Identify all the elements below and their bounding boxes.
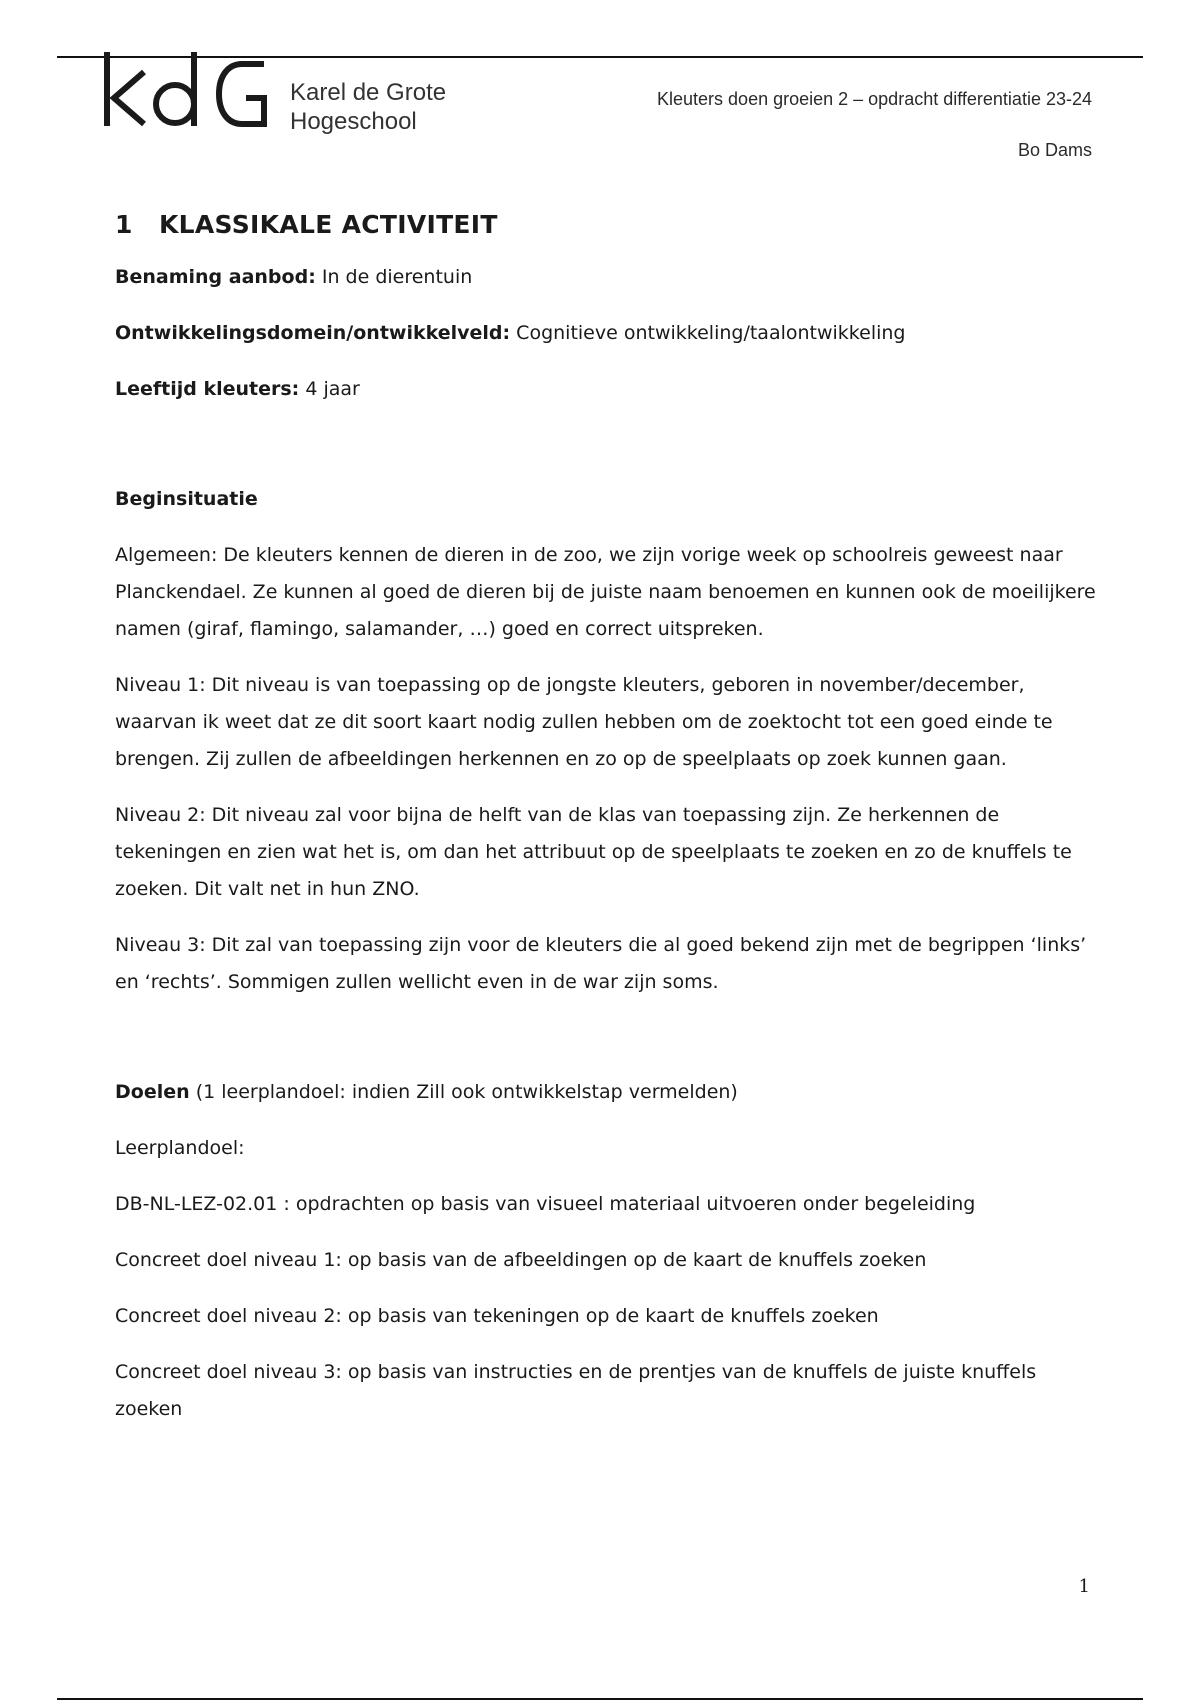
doelen-item: DB-NL-LEZ-02.01 : opdrachten op basis van visueel materiaal uitvoeren onder begeleiding	[115, 1193, 976, 1215]
field-ontwikkelingsdomein	[115, 315, 1100, 352]
field-label: Leeftijd kleuters:	[115, 378, 300, 400]
field-value: Cognitieve ontwikkeling/taalontwikkeling	[516, 322, 906, 344]
doelen-item: Leerplandoel:	[115, 1137, 245, 1159]
section-title: KLASSIKALE ACTIVITEIT	[159, 210, 498, 239]
kdg-logo-mark	[104, 50, 284, 130]
document-body	[115, 210, 1100, 1447]
doelen-item: Concreet doel niveau 3: op basis van instructies en de prentjes van de knuffels de juiste knuffels zoeken	[115, 1361, 1037, 1420]
field-leeftijd	[115, 371, 1100, 408]
logo-line-1: Karel de Grote	[290, 79, 447, 106]
spacer	[115, 427, 1100, 481]
field-value: In de dierentuin	[321, 266, 473, 288]
doelen-item: Concreet doel niveau 2: op basis van tekeningen op de kaart de knuffels zoeken	[115, 1305, 879, 1327]
field-benaming	[115, 259, 1100, 296]
logo-line-2: Hogeschool	[290, 108, 417, 135]
kdg-logo	[104, 50, 484, 135]
beginsituatie-niveau-1: Niveau 1: Dit niveau is van toepassing op de jongste kleuters, geboren in november/december, waarvan ik weet dat ze dit soort kaart nodig zullen hebben om de zoektocht tot een goed einde te brengen. Zij zullen de afbeeldingen herkennen en zo op de speelplaats op zoek kunnen gaan.	[115, 674, 1053, 770]
doelen-heading	[115, 1074, 1100, 1111]
beginsituatie-title: Beginsituatie	[115, 488, 258, 510]
spacer	[115, 1020, 1100, 1074]
section-number: 1	[115, 210, 133, 239]
page-number: 1	[1078, 1576, 1090, 1597]
field-value: 4 jaar	[305, 378, 360, 400]
doelen-item: Concreet doel niveau 1: op basis van de afbeeldingen op de kaart de knuffels zoeken	[115, 1249, 927, 1271]
field-label: Ontwikkelingsdomein/ontwikkelveld:	[115, 322, 511, 344]
logo-wordmark	[290, 78, 446, 136]
doelen-note: (1 leerplandoel: indien Zill ook ontwikkelstap vermelden)	[195, 1081, 738, 1103]
beginsituatie-niveau-2: Niveau 2: Dit niveau zal voor bijna de helft van de klas van toepassing zijn. Ze herkennen de tekeningen en zien wat het is, om dan het attribuut op de speelplaats te zoeken en zo de knuffels te zoeken. Dit valt net in hun ZNO.	[115, 804, 1072, 900]
beginsituatie-algemeen: Algemeen: De kleuters kennen de dieren in de zoo, we zijn vorige week op schoolreis geweest naar Planckendael. Ze kunnen al goed de dieren bij de juiste naam benoemen en kunnen ook de moeilijkere namen (giraf, flamingo, salamander, …) goed en correct uitspreken.	[115, 544, 1096, 640]
beginsituatie-niveau-3: Niveau 3: Dit zal van toepassing zijn voor de kleuters die al goed bekend zijn met de begrippen ‘links’ en ‘rechts’. Sommigen zullen wellicht even in de war zijn soms.	[115, 934, 1087, 993]
author-name: Bo Dams	[1017, 140, 1092, 160]
section-heading	[115, 210, 1100, 239]
doelen-title: Doelen	[115, 1081, 190, 1103]
field-label: Benaming aanbod:	[115, 266, 316, 288]
course-title: Kleuters doen groeien 2 – opdracht differentiatie 23-24	[657, 89, 1092, 109]
